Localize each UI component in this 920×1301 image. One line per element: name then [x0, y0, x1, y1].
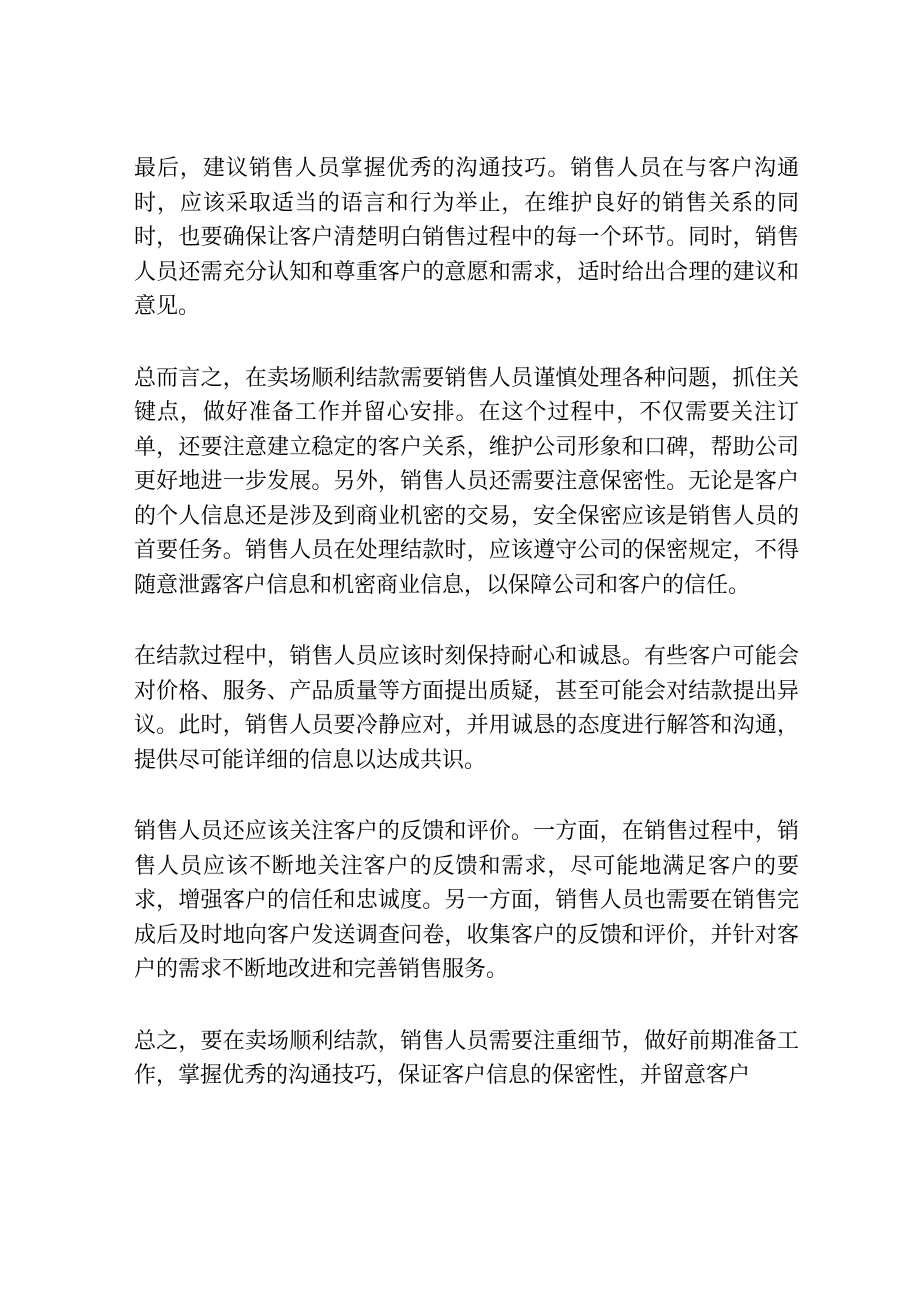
paragraph-customer-feedback: 销售人员还应该关注客户的反馈和评价。一方面，在销售过程中，销售人员应该不断地关注客户的反馈和需求，尽可能地满足客户的要求，增强客户的信任和忠诚度。另一方面，销售人员也需要在销售完成后及时地向客户发送调查问卷，收集客户的反馈和评价，并针对客户的需求不断地改进和完善销售服务。	[134, 819, 799, 982]
paragraph-conclusion: 总之，要在卖场顺利结款，销售人员需要注重细节，做好前期准备工作，掌握优秀的沟通技巧，保证客户信息的保密性，并留意客户	[134, 1028, 799, 1088]
paragraph-communication-skills: 最后，建议销售人员掌握优秀的沟通技巧。销售人员在与客户沟通时，应该采取适当的语言和行为举止，在维护良好的销售关系的同时，也要确保让客户清楚明白销售过程中的每一个环节。同时，销售人员还需充分认知和尊重客户的意愿和需求，适时给出合理的建议和意见。	[134, 156, 799, 319]
paragraph-summary-confidentiality: 总而言之，在卖场顺利结款需要销售人员谨慎处理各种问题，抓住关键点，做好准备工作并留心安排。在这个过程中，不仅需要关注订单，还要注意建立稳定的客户关系，维护公司形象和口碑，帮助公司更好地进一步发展。另外，销售人员还需要注意保密性。无论是客户的个人信息还是涉及到商业机密的交易，安全保密应该是销售人员的首要任务。销售人员在处理结款时，应该遵守公司的保密规定，不得随意泄露客户信息和机密商业信息，以保障公司和客户的信任。	[134, 365, 799, 598]
document-body	[134, 152, 799, 1131]
paragraph-patience-sincerity: 在结款过程中，销售人员应该时刻保持耐心和诚恳。有些客户可能会对价格、服务、产品质量等方面提出质疑，甚至可能会对结款提出异议。此时，销售人员要冷静应对，并用诚恳的态度进行解答和沟通，提供尽可能详细的信息以达成共识。	[134, 644, 799, 773]
